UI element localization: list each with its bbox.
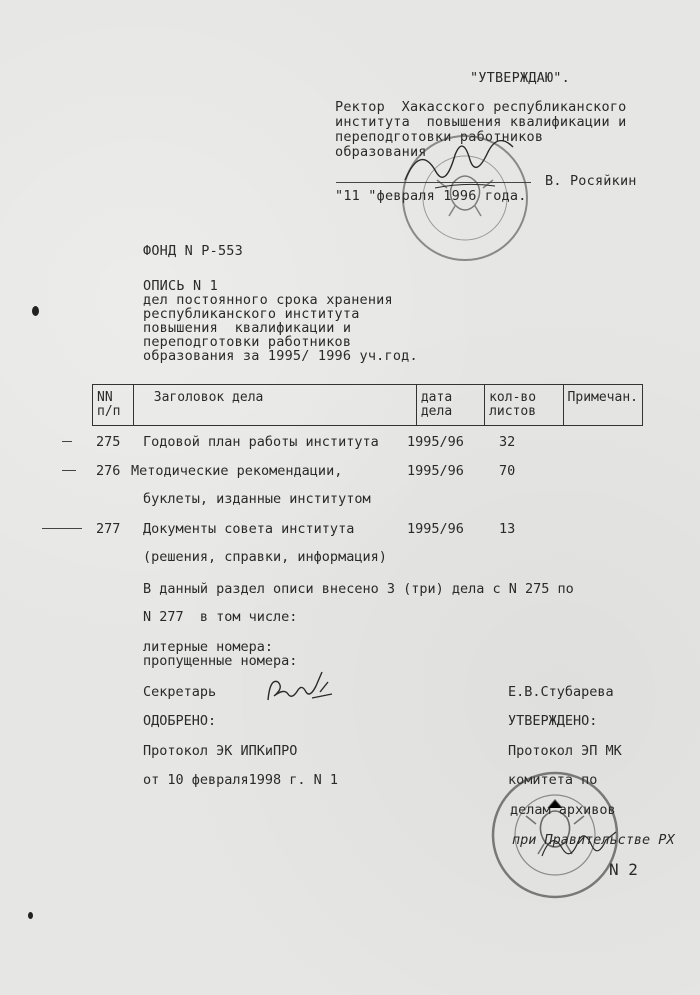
- punch-hole: [32, 306, 39, 316]
- summary-line: В данный раздел описи внесено 3 (три) дела с N 275 по: [143, 581, 574, 597]
- protocol-number: N 2: [609, 860, 638, 879]
- inventory-table-header: [92, 384, 643, 426]
- row-marker: [42, 528, 82, 529]
- row-title-continued: (решения, справки, информация): [143, 549, 387, 565]
- row-sheets: 32: [499, 434, 516, 450]
- row-sheets: 70: [499, 463, 516, 479]
- row-date: 1995/96: [407, 521, 464, 537]
- rector-line: института повышения квалификации и: [335, 114, 627, 130]
- missing-numbers-label: пропущенные номера:: [143, 653, 298, 669]
- literal-numbers-label: литерные номера:: [143, 639, 274, 655]
- committee-line: комитета по: [508, 772, 598, 788]
- rector-signature: [395, 140, 525, 200]
- inventory-line: ОПИСЬ N 1: [143, 278, 218, 294]
- row-number: 275: [96, 434, 121, 450]
- signer-name: В. Росяйкин: [545, 173, 637, 189]
- row-date: 1995/96: [407, 463, 464, 479]
- inventory-line: повышения квалификации и: [143, 320, 352, 336]
- row-date: 1995/96: [407, 434, 464, 450]
- archives-line: делам архивов: [510, 802, 616, 818]
- secretary-name: Е.В.Стубарева: [508, 684, 614, 700]
- protocol-right: Протокол ЭП МК: [508, 743, 622, 759]
- rector-line: Ректор Хакасского республиканского: [335, 99, 627, 115]
- seal-signature: [538, 826, 628, 866]
- header-date: дата дела: [416, 385, 484, 426]
- fond-number: ФОНД N Р-553: [143, 243, 243, 259]
- summary-line: N 277 в том числе:: [143, 609, 298, 625]
- approve-heading: "УТВЕРЖДАЮ".: [470, 70, 570, 86]
- secretary-signature: [262, 670, 342, 710]
- rector-line: образования: [335, 144, 427, 160]
- header-nn: NN п/п: [93, 385, 134, 426]
- secretary-label: Секретарь: [143, 684, 217, 700]
- protocol-date: от 10 февраля1998 г. N 1: [143, 772, 339, 788]
- inventory-line: дел постоянного срока хранения: [143, 292, 393, 308]
- row-marker: [62, 470, 76, 471]
- approved-left: ОДОБРЕНО:: [143, 713, 217, 729]
- inventory-line: переподготовки работников: [143, 334, 352, 350]
- row-marker: [62, 441, 72, 442]
- inventory-line: республиканского института: [143, 306, 360, 322]
- row-number: 277: [96, 521, 121, 537]
- inventory-line: образования за 1995/ 1996 уч.год.: [143, 348, 418, 364]
- approved-right: УТВЕРЖДЕНО:: [508, 713, 598, 729]
- rector-line: переподготовки работников: [335, 129, 544, 145]
- row-title-continued: буклеты, изданные институтом: [143, 491, 371, 507]
- government-line: при Правительстве РХ: [512, 832, 675, 848]
- row-title: Документы совета института: [143, 521, 355, 537]
- row-sheets: 13: [499, 521, 516, 537]
- row-title: Годовой план работы института: [143, 434, 379, 450]
- approval-date: "11 "февраля 1996 года.: [335, 188, 527, 204]
- header-note: Примечан.: [563, 385, 642, 426]
- row-number: 276: [96, 463, 121, 479]
- punch-hole: [28, 912, 33, 919]
- header-count: кол-во листов: [485, 385, 563, 426]
- protocol-left: Протокол ЭК ИПКиПРО: [143, 743, 298, 759]
- row-title: Методические рекомендации,: [131, 463, 343, 479]
- header-title: Заголовок дела: [133, 385, 416, 426]
